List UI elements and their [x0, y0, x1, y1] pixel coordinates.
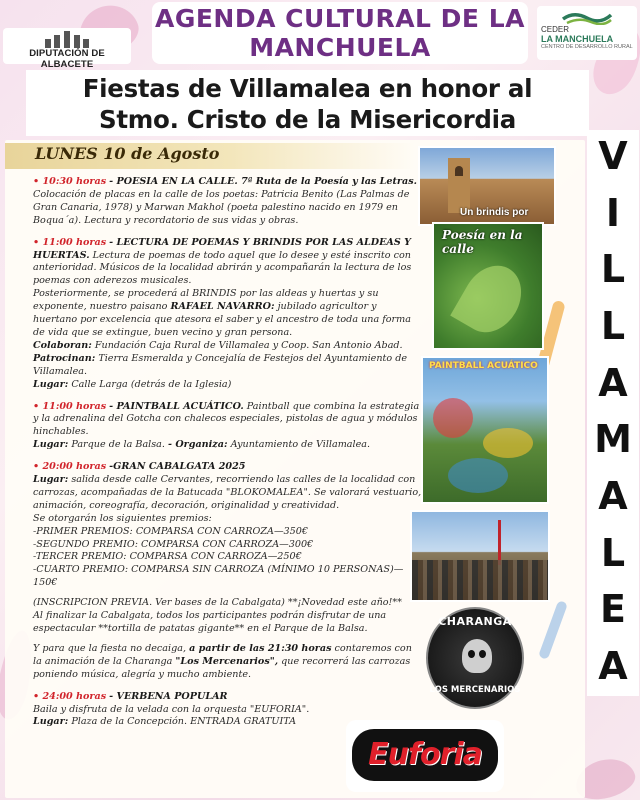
event-poesia: • 10:30 horas - POESIA EN LA CALLE. 7ª Ruta de la Poesía y las Letras. Colocación de placas en la calle de los poetas: Patricia Benito (Las Palmas de Gran Canaria, 1978) y Marwan Makhol (poeta palestino nacido en 1979 en Boqua´a). Lectura y recordatorio de sus vidas y obras. [33, 176, 417, 226]
event-time: • 10:30 horas [33, 176, 107, 187]
event-time: • 11:00 horas [33, 236, 107, 248]
event-paintball: • 11:00 horas - PAINTBALL ACUÁTICO. Paintball que combina la estrategia y la adrenalina del Gotcha con chalecos especiales, pistolas de agua y módulos hinchables. Lugar: Parque de la Balsa. - Organiza: Ayuntamiento de Villamalea. [33, 400, 420, 451]
page-title-line1: Fiestas de Villamalea en honor al [82, 74, 533, 103]
vertical-letter: M [594, 417, 632, 462]
patro-text: Tierra Esmeralda y Concejalía de Festejos del Ayuntamiento de Villamalea. [33, 352, 408, 377]
flag-shape [498, 520, 501, 565]
vertical-letter: L [600, 303, 626, 348]
photo-church-brindis [418, 146, 556, 226]
crowd-shape [412, 560, 548, 600]
patro-label: Patrocinan: [33, 352, 96, 364]
page-title [26, 70, 589, 136]
event-body: Paintball que combina la estrategia y la adrenalina del Gotcha con chalecos especiales, pistolas de agua y módulos hinchables. [33, 400, 420, 438]
charanga-logo [426, 607, 524, 709]
event-list [33, 176, 423, 738]
prize-item: -SEGUNDO PREMIO: COMPARSA CON CARROZA—300€ [33, 538, 314, 550]
day-label: LUNES 10 de Agosto [35, 144, 220, 163]
church-tower-shape [448, 158, 470, 213]
event-time: • 20:00 horas [33, 461, 107, 473]
header [0, 0, 640, 68]
building-icon [45, 31, 89, 48]
vertical-letter: L [600, 530, 626, 575]
event-verbena: • 24:00 horas - VERBENA POPULAR Baila y disfruta de la velada con la orquesta "EUFORIA". Lugar: Plaza de la Concepción. ENTRADA GRATUITA [33, 691, 423, 730]
leaf-shape [450, 255, 533, 343]
org-text: Ayuntamiento de Villamalea. [230, 439, 371, 451]
event-title: GRAN CABALGATA 2025 [113, 461, 246, 473]
agenda-title-line1: AGENDA CULTURAL DE LA [154, 4, 525, 33]
ceder-name: LA MANCHUELA [541, 34, 614, 44]
vertical-letter: E [600, 587, 626, 632]
event-body: que recorrerá las carrozas poniendo música, alegría y mucho ambiente. [33, 655, 411, 680]
vertical-letter: V [598, 134, 628, 178]
vertical-letter: A [598, 473, 628, 518]
agenda-title [152, 2, 528, 64]
ceder-subtitle: CENTRO DE DESARROLLO RURAL [541, 44, 633, 50]
ceder-logo [537, 6, 637, 60]
colab-text: Fundación Caja Rural de Villamalea y Coop. San Antonio Abad. [94, 339, 403, 351]
event-title: PAINTBALL ACUÁTICO. [116, 400, 244, 412]
place-label: Lugar: [33, 716, 69, 728]
event-body: jubilado agricultor y huertano por excelencia que atesora el saber y el ancestro de toda una forma de vida que se extingue, buen vecino y gran persona. [33, 301, 411, 338]
vertical-letter: I [605, 190, 621, 235]
day-header [5, 143, 415, 169]
vertical-letter: A [598, 643, 628, 688]
vertical-letter: L [600, 247, 626, 292]
event-time: • 11:00 horas [33, 400, 107, 412]
event-title: POESIA EN LA CALLE. 7ª Ruta de la Poesía y las Letras. [116, 176, 417, 187]
poster-caption: Poesía en la calle [442, 228, 523, 256]
event-body: Y para que la fiesta no decaiga, [33, 642, 187, 654]
prize-item: -TERCER PREMIO: COMPARSA CON CARROZA—250€ [33, 551, 302, 563]
prize-item: -CUARTO PREMIO: COMPARSA SIN CARROZA (MÍNIMO 10 PERSONAS)—150€ [33, 564, 404, 589]
place-label: Lugar: [33, 439, 69, 451]
inscripcion-note: (INSCRIPCION PREVIA. Ver bases de la Cabalgata) **¡Novedad este año!** [33, 597, 402, 609]
event-cabalgata: • 20:00 horas -GRAN CABALGATA 2025 Lugar: salida desde calle Cervantes, recorriendo las calles de la localidad con carrozas, acompañadas de la Batucada "BLOKOMALEA". Se valorará vestuario, animación, coreografía, decoración, originalidad y creatividad. Se otorgarán los siguientes premios: -PRIMER PREMIOS: COMPARSA CON CARROZA—350€ -SEGUNDO PREMIO: COMPARSA CON CARROZA—300€ -TERCER PREMIO: COMPARSA CON CARROZA—250€ -CUARTO PREMIO: COMPARSA SIN CARROZA (MÍNIMO 10 PERSONAS)—150€ (INSCRIPCION PREVIA. Ver bases de la Cabalgata) **¡Novedad este año!** Al finalizar la Cabalgata, todos los participantes podrán disfrutar de una espectacular **tortilla de patatas gigante** en el Parque de la Balsa. Y para que la fiesta no decaiga, a partir de las 21:30 horas contaremos con la animación de la Charanga "Los Mercenarios", que recorrerá las carrozas poniendo música, alegría y mucho ambiente. [33, 461, 422, 680]
charanga-logo-top: CHARANGA [438, 615, 512, 628]
euforia-logo-text: Euforia [368, 737, 482, 772]
skull-icon [462, 639, 492, 673]
place-text: salida desde calle Cervantes, recorriendo las calles de la localidad con carrozas, acompañadas de la Batucada "BLOKOMALEA". Se valorará vestuario, animación, coreografía, decoración, originalidad y creatividad. [33, 474, 422, 511]
event-body: Colocación de placas en la calle de los poetas: Patricia Benito (Las Palmas de Gran Canaria, 1978) y Marwan Makhol (poeta palestino nacido en 1979 en Boqua´a). Lectura y recordatorio de sus vidas y obras. [33, 188, 410, 226]
event-title: LECTURA DE POEMAS Y BRINDIS POR LAS ALDEAS Y HUERTAS. [33, 236, 411, 261]
colab-label: Colaboran: [33, 339, 92, 351]
euforia-logo [346, 720, 504, 792]
place-text: Calle Larga (detrás de la Iglesia) [71, 378, 232, 390]
event-person: RAFAEL NAVARRO: [170, 301, 275, 313]
event-body: Baila y disfruta de la velada con la orquesta "EUFORIA". [33, 703, 310, 715]
ceder-wave-icon [561, 9, 613, 25]
event-time-inline: a partir de las 21:30 horas [189, 642, 332, 654]
photo-caption: Un brindis por [460, 207, 529, 218]
poster-paintball [421, 356, 549, 504]
place-label: Lugar: [33, 378, 69, 390]
org-label: Organiza: [175, 439, 228, 451]
poster-poesia-calle [432, 222, 544, 350]
event-time: • 24:00 horas [33, 690, 107, 702]
charanga-logo-bottom: LOS MERCENARIOS [429, 685, 521, 695]
place-text: Plaza de la Concepción. ENTRADA GRATUITA [71, 716, 297, 728]
photo-cabalgata [410, 510, 550, 602]
poster-caption: PAINTBALL ACUÁTICO [429, 361, 538, 371]
place-text: Parque de la Balsa. [71, 439, 165, 451]
diputacion-label: DIPUTACIÓN DE ALBACETE [29, 48, 105, 70]
event-body: contaremos con la animación de la Charanga [33, 642, 412, 667]
charanga-name: "Los Mercenarios", [175, 655, 279, 667]
place-label: Lugar: [33, 474, 69, 486]
event-body: Posteriormente, se procederá al BRINDIS por las aldeas y huertas y su exponente, nuestro paisano [33, 288, 379, 313]
prizes-intro: Se otorgarán los siguientes premios: [33, 512, 212, 524]
page-title-line2: Stmo. Cristo de la Misericordia [99, 105, 516, 134]
event-title: VERBENA POPULAR [116, 690, 228, 702]
event-body: Lectura de poemas de todo aquel que lo desee y esté inscrito con anterioridad. Músicos de la localidad abrirán y acompañarán la lectura de los poemas con aderezos musicales. [33, 249, 412, 287]
vertical-letter: A [598, 360, 628, 405]
ceder-label: CEDER [541, 25, 570, 34]
agenda-title-line2: MANCHUELA [249, 33, 431, 62]
event-lectura: • 11:00 horas - LECTURA DE POEMAS Y BRINDIS POR LAS ALDEAS Y HUERTAS. Lectura de poemas de todo aquel que lo desee y esté inscrito con anterioridad. Músicos de la localidad abrirán y acompañarán la lectura de los poemas con aderezos musicales. Posteriormente, se procederá al BRINDIS por las aldeas y huertas y su exponente, nuestro paisano RAFAEL NAVARRO: jubilado agricultor y huertano por excelencia que atesora el saber y el ancestro de toda una forma de vida que se extingue, buen vecino y gran persona. Colaboran: Fundación Caja Rural de Villamalea y Coop. San Antonio Abad. Patrocinan: Tierra Esmeralda y Concejalía de Festejos del Ayuntamiento de Villamalea. Lugar: Calle Larga (detrás de la Iglesia) [33, 236, 412, 390]
prize-item: -PRIMER PREMIOS: COMPARSA CON CARROZA—350€ [33, 525, 308, 537]
vertical-town-name [587, 130, 639, 696]
final-note: Al finalizar la Cabalgata, todos los participantes podrán disfrutar de una espectacular **tortilla de patatas gigante** en el Parque de la Balsa. [33, 610, 387, 634]
diputacion-logo [3, 28, 131, 70]
